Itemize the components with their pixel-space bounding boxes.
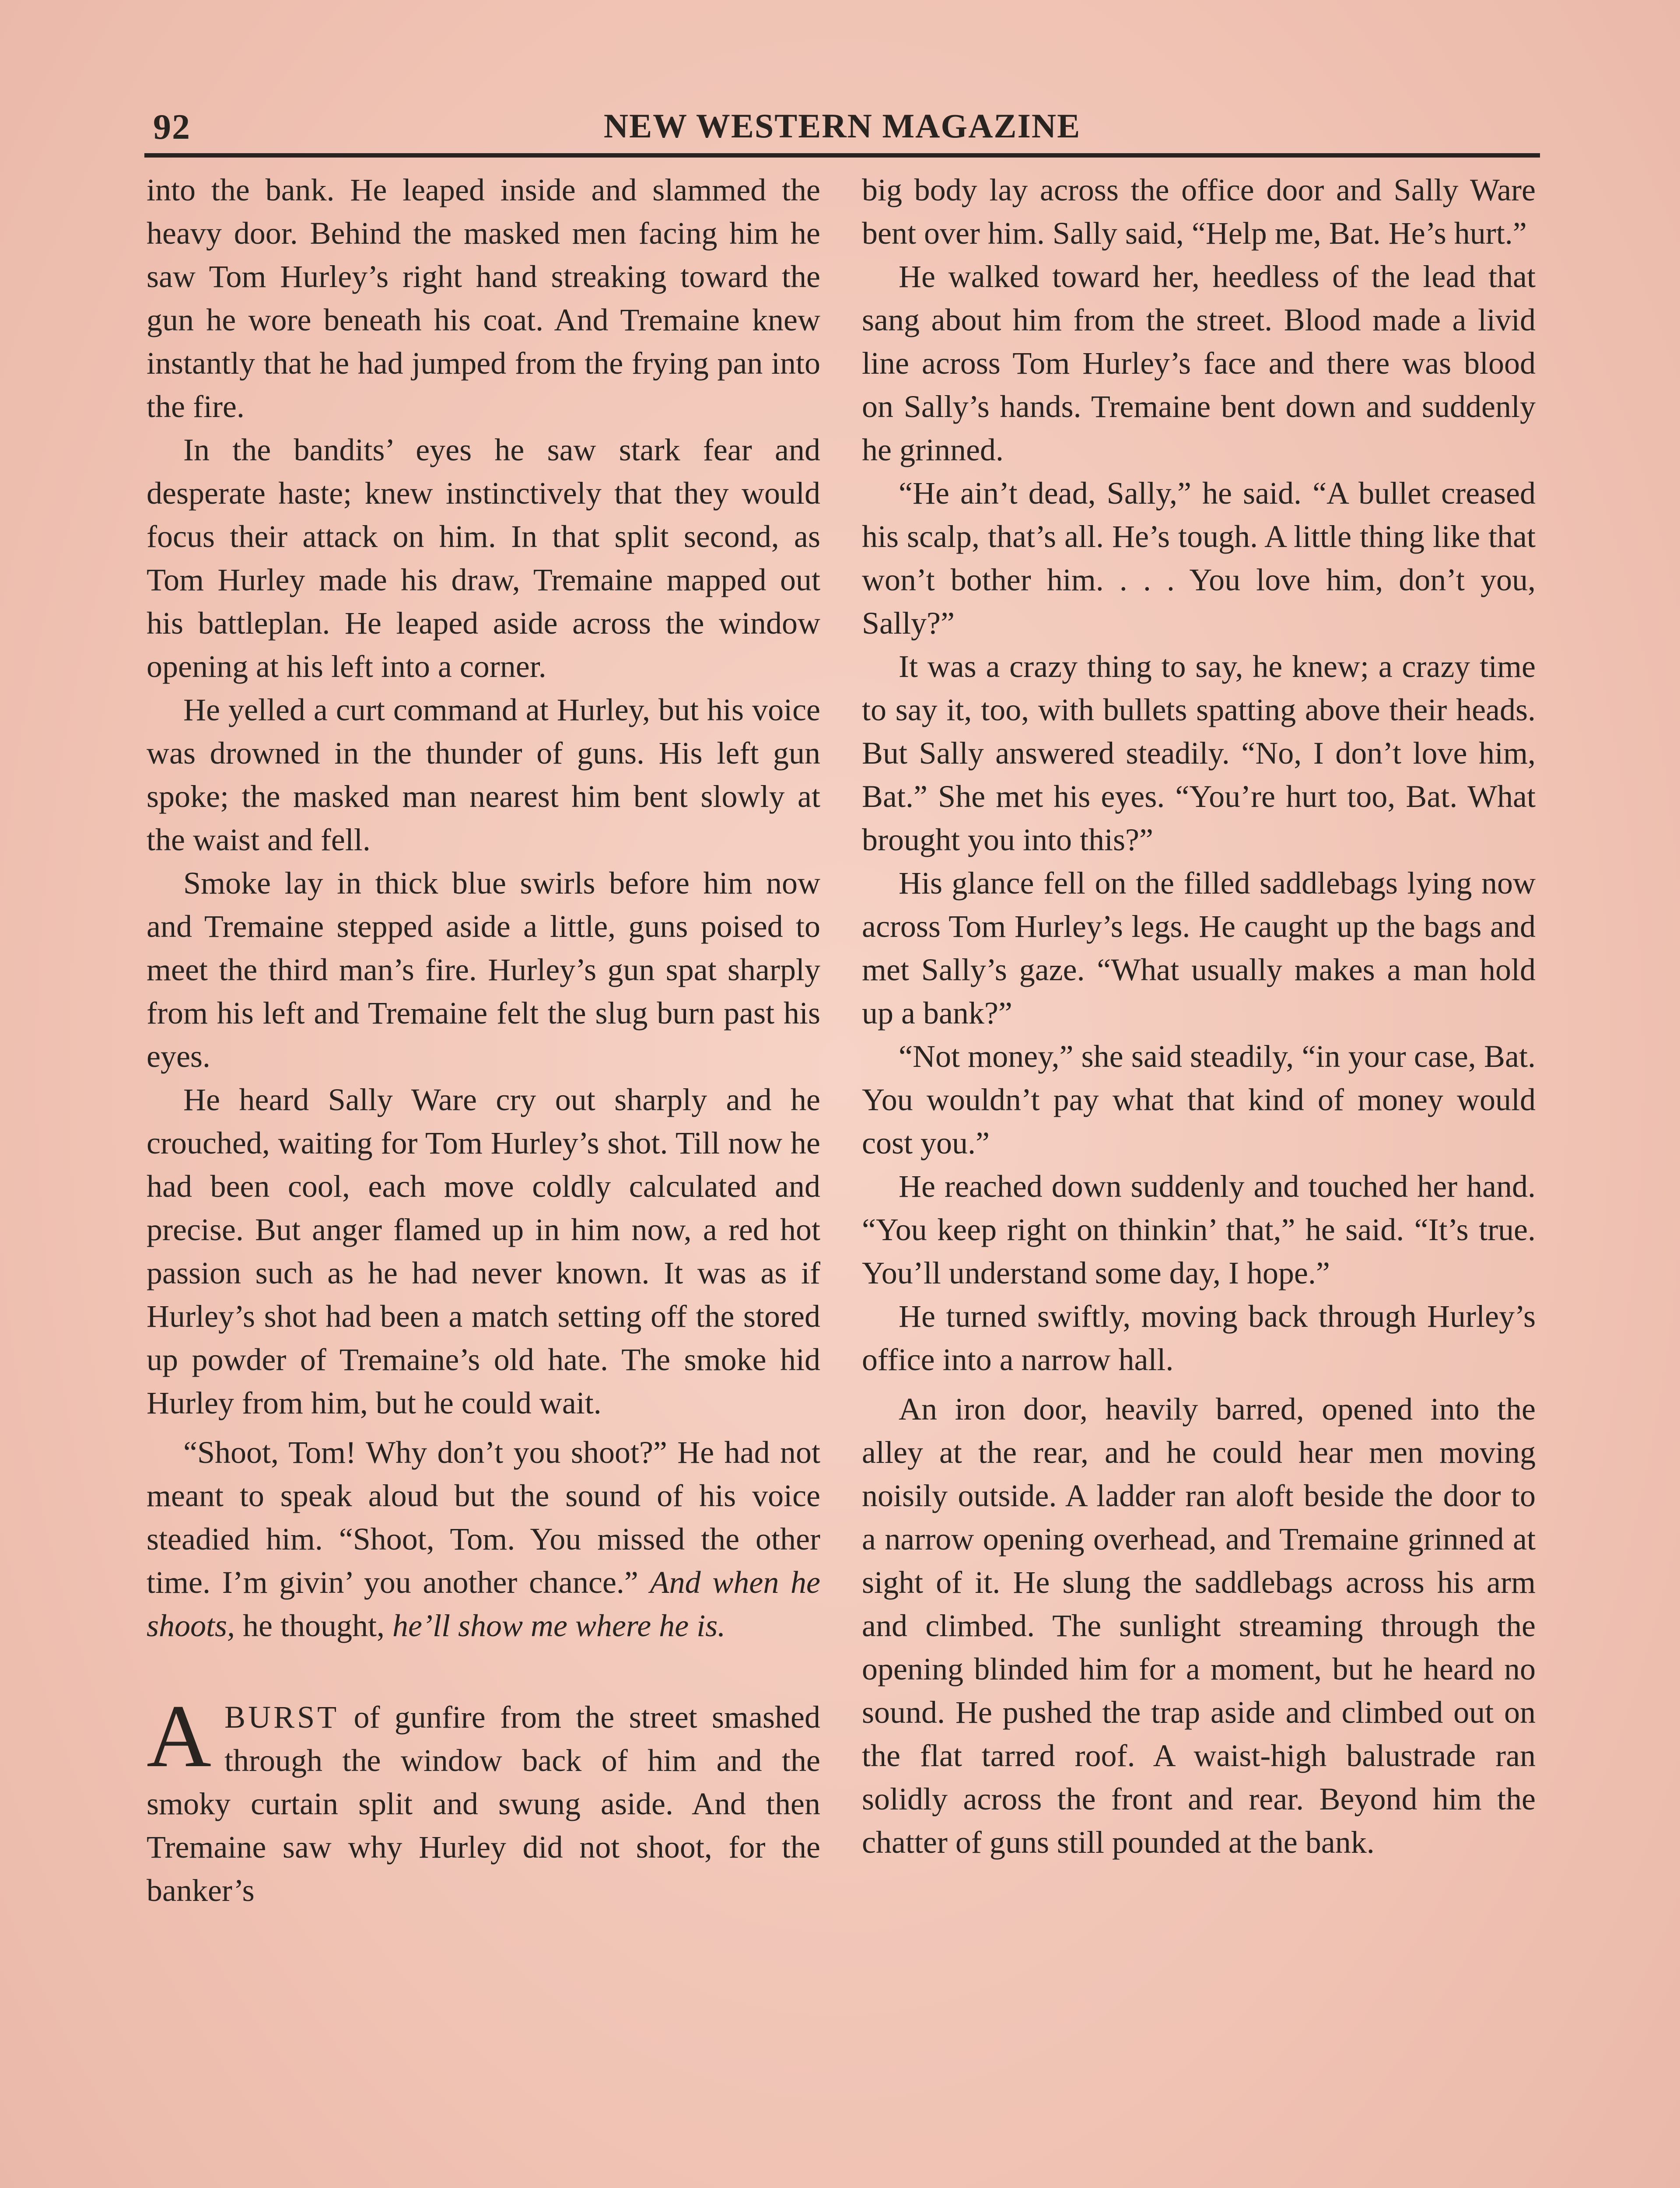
left-column — [147, 168, 820, 1912]
page-number: 92 — [153, 107, 191, 147]
paragraph: He reached down suddenly and touched her hand. “You keep right on thinkin’ that,” he said. “It’s true. You’ll understand some day, I hope.” — [862, 1169, 1536, 1290]
text-run: “Shoot, Tom! Why don’t you shoot?” He had not meant to speak aloud but the sound of his voice steadied him. “Shoot, Tom. You missed the other time. I’m givin’ you another chance.” — [147, 1435, 820, 1600]
italic-thought: And when he shoots, — [147, 1565, 820, 1643]
paragraph: In the bandits’ eyes he saw stark fear and desperate haste; knew instinctively that they would focus their attack on him. In that split second, as Tom Hurley made his draw, Tremaine mapped out his battleplan. He leaped aside across the window opening at his left into a corner. — [147, 432, 820, 684]
text-run: he thought, — [235, 1608, 393, 1643]
paragraph: Smoke lay in thick blue swirls before him now and Tremaine stepped aside a little, guns poised to meet the third man’s fire. Hurley’s gun spat sharply from his left and Tremaine felt the slug burn past his eyes. — [147, 866, 820, 1074]
paragraph: His glance fell on the filled saddlebags lying now across Tom Hurley’s legs. He caught up the bags and met Sally’s gaze. “What usually makes a man hold up a bank?” — [862, 866, 1536, 1031]
header-rule — [144, 153, 1540, 158]
paragraph: He yelled a curt command at Hurley, but his voice was drowned in the thunder of guns. His left gun spoke; the masked man nearest him bent slowly at the waist and fell. — [147, 692, 820, 857]
paragraph: He turned swiftly, moving back through Hurley’s office into a narrow hall. — [862, 1299, 1536, 1377]
text-run: of gunfire from the street smashed through the window back of him and the smoky curtain split and swung aside. And then Tremaine saw why Hurley did not shoot, for the banker’s — [147, 1700, 820, 1908]
magazine-title: NEW WESTERN MAGAZINE — [603, 107, 1081, 145]
paragraph: big body lay across the office door and Sally Ware bent over him. Sally said, “Help me, Bat. He’s hurt.” — [862, 172, 1536, 251]
page-header — [144, 98, 1540, 151]
paragraph — [147, 1431, 820, 1648]
paragraph: into the bank. He leaped inside and slammed the heavy door. Behind the masked men facing him he saw Tom Hurley’s right hand streaking toward the gun he wore beneath his coat. And Tremaine knew instantly that he had jumped from the frying pan into the fire. — [147, 172, 820, 424]
paragraph: It was a crazy thing to say, he knew; a crazy time to say it, too, with bullets spatting above their heads. But Sally answered steadily. “No, I don’t love him, Bat.” She met his eyes. “You’re hurt too, Bat. What brought you into this?” — [862, 649, 1536, 857]
italic-thought: he’ll show me where he is. — [392, 1608, 726, 1643]
lead-in-caps: BURST — [224, 1700, 340, 1735]
section-paragraph — [147, 1687, 820, 1912]
paragraph: “He ain’t dead, Sally,” he said. “A bullet creased his scalp, that’s all. He’s tough. A little thing like that won’t bother him. . . . You love him, don’t you, Sally?” — [862, 476, 1536, 641]
paragraph: An iron door, heavily barred, opened into the alley at the rear, and he could hear men moving noisily outside. A ladder ran aloft beside the door to a narrow opening overhead, and Tremaine grinned at sight of it. He slung the saddlebags across his arm and climbed. The sunlight streaming through the opening blinded him for a moment, but he heard no sound. He pushed the trap aside and climbed out on the flat tarred roof. A waist-high balustrade ran solidly across the front and rear. Beyond him the chatter of guns still pounded at the bank. — [862, 1392, 1536, 1860]
paragraph: “Not money,” she said steadily, “in your case, Bat. You wouldn’t pay what that kind of money would cost you.” — [862, 1039, 1536, 1161]
paragraph: He heard Sally Ware cry out sharply and he crouched, waiting for Tom Hurley’s shot. Till now he had been cool, each move coldly calculated and precise. But anger flamed up in him now, a red hot passion such as he had never known. It was as if Hurley’s shot had been a match setting off the stored up powder of Tremaine’s old hate. The smoke hid Hurley from him, but he could wait. — [147, 1082, 820, 1420]
drop-cap: A — [147, 1687, 212, 1786]
paragraph: He walked toward her, heedless of the lead that sang about him from the street. Blood made a livid line across Tom Hurley’s face and there was blood on Sally’s hands. Tremaine bent down and suddenly he grinned. — [862, 259, 1536, 467]
right-column — [862, 168, 1536, 1864]
